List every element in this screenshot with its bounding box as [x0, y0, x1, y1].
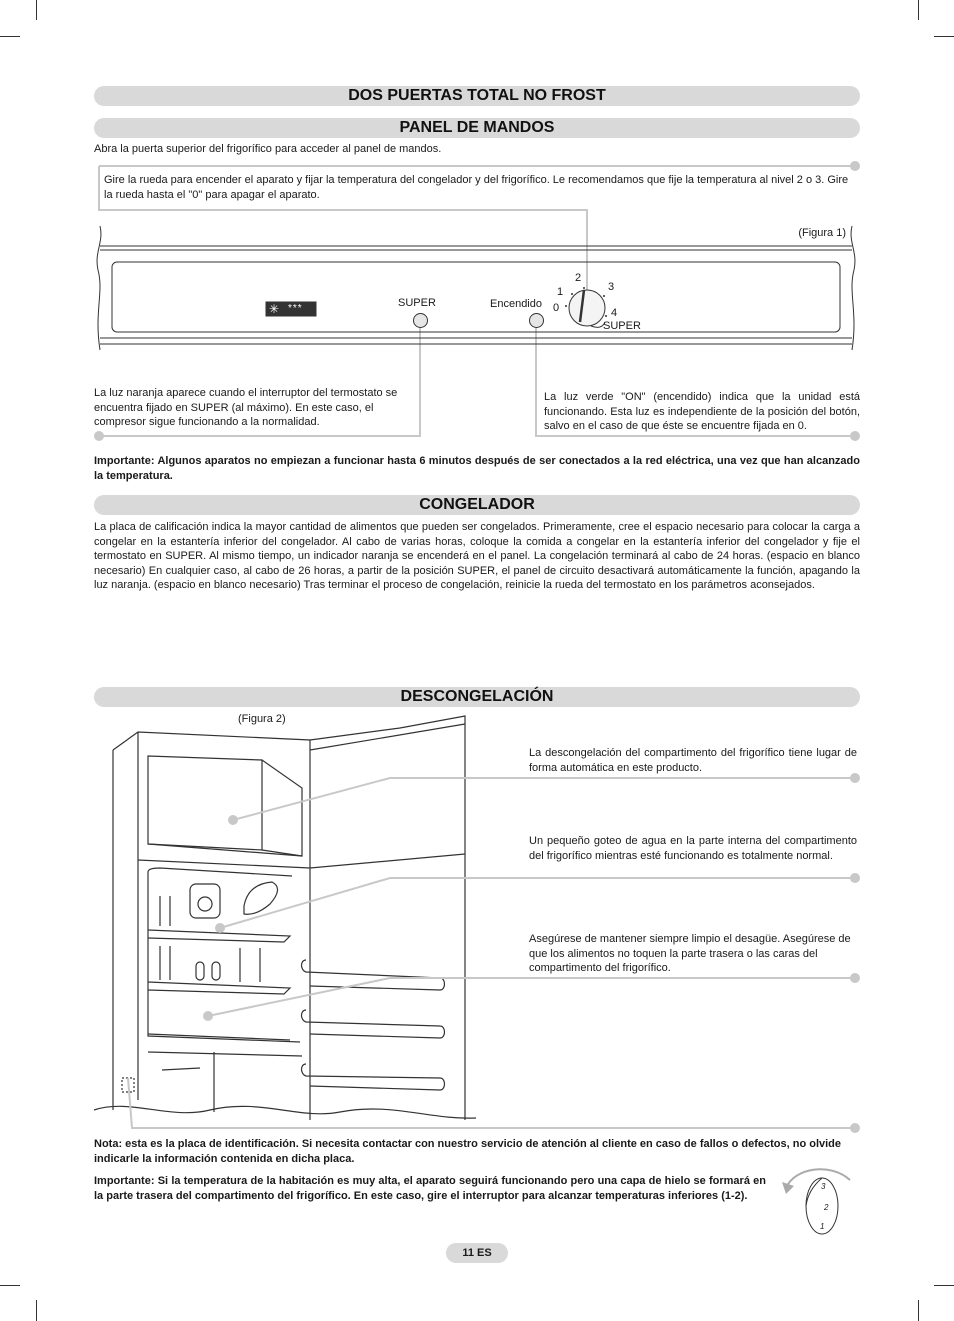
panel-important-note: Importante: Algunos aparatos no empiezan a funcionar hasta 6 minutos después de ser conectados a la red eléctrica, una vez que han alcanzado la temperatura.	[94, 455, 860, 482]
freezer-stars: ***	[288, 303, 303, 314]
freezer-star-icon	[266, 302, 316, 316]
dial-number-0: 0	[553, 302, 560, 314]
defrost-heading: DESCONGELACIÓN	[94, 687, 860, 707]
id-plate-note: Nota: esta es la placa de identificación. Si necesita contactar con nuestro servicio de atención al cliente en caso de fallos o defectos, no olvide indicarle la información contenida en dicha placa.	[94, 1138, 842, 1165]
figure-1-label: (Figura 1)	[798, 227, 846, 239]
thermostat-dial-small-icon	[770, 1160, 860, 1238]
dial-number-4: 4	[611, 307, 618, 319]
dial-instructions: Gire la rueda para encender el aparato y fijar la temperatura del congelador y del frigorífico. Le recomendamos que fije la temperatura al nivel 2 o 3. Gire la rueda hasta el "0" para apagar el aparato.	[104, 174, 849, 201]
on-indicator-light	[529, 313, 544, 328]
panel-heading: PANEL DE MANDOS	[94, 118, 860, 138]
green-light-note: La luz verde "ON" (encendido) indica que la unidad está funcionando. Esta luz es independiente de la posición del botón, salvo en el caso de que éste se encuentre fijada en 0.	[544, 391, 860, 433]
crop-mark	[0, 1285, 20, 1286]
page-number: 11 ES	[446, 1243, 508, 1263]
dial-number-3: 3	[608, 281, 615, 293]
on-label: Encendido	[490, 298, 542, 310]
figure-2-label: (Figura 2)	[238, 713, 286, 725]
freezer-heading: CONGELADOR	[94, 495, 860, 515]
control-panel-figure	[92, 222, 862, 356]
defrost-note-2: Un pequeño goteo de agua en la parte interna del compartimento del frigorífico mientras esté funcionando es totalmente normal.	[529, 835, 857, 862]
snowflake-icon: ✳	[269, 302, 280, 316]
crop-mark	[918, 1300, 919, 1321]
dial-super-label: SUPER	[603, 320, 641, 332]
small-dial-number-2: 2	[824, 1203, 829, 1212]
super-label: SUPER	[398, 297, 436, 309]
crop-mark	[36, 1300, 37, 1321]
defrost-note-1: La descongelación del compartimento del frigorífico tiene lugar de forma automática en este producto.	[529, 747, 857, 774]
super-indicator-light	[413, 313, 428, 328]
small-dial-number-1: 1	[820, 1222, 825, 1231]
dial-number-2: 2	[575, 272, 582, 284]
defrost-note-3: Asegúrese de mantener siempre limpio el desagüe. Asegúrese de que los alimentos no toquen la parte trasera o las caras del compartimento del frigorífico.	[529, 933, 851, 975]
defrost-important-note: Importante: Si la temperatura de la habitación es muy alta, el aparato seguirá funcionando pero una capa de hielo se formará en la parte trasera del compartimento del frigorífico. En este caso, gire el interruptor para alcanzar temperaturas inferiores (1-2).	[94, 1175, 766, 1202]
freezer-body: La placa de calificación indica la mayor cantidad de alimentos que pueden ser congelados. Primeramente, cree el espacio necesario para colocar la carga a congelar en la estantería inferior del congelador. Al cabo de varias horas, coloque la comida a congelar en la estantería inferior del congelador y fije el termostato en SUPER. Al mismo tiempo, un indicador naranja se encenderá en el panel. La congelación terminará al cabo de 24 horas. (espacio en blanco necesario) En cualquier caso, al cabo de 26 horas, a partir de la posición SUPER, el panel de circuito desactivará automáticamente la función, apagando la luz naranja. (espacio en blanco necesario) Tras terminar el proceso de congelación, reinicie la rueda del termostato en los parámetros aconsejados.	[94, 521, 860, 592]
crop-mark	[934, 1285, 954, 1286]
panel-intro: Abra la puerta superior del frigorífico para acceder al panel de mandos.	[94, 143, 442, 155]
small-dial-number-3: 3	[821, 1182, 826, 1191]
orange-light-note: La luz naranja aparece cuando el interruptor del termostato se encuentra fijado en SUPER (al máximo). En este caso, el compresor sigue funcionando a la normalidad.	[94, 387, 398, 429]
dial-number-1: 1	[557, 286, 564, 298]
main-heading: DOS PUERTAS TOTAL NO FROST	[94, 86, 860, 106]
